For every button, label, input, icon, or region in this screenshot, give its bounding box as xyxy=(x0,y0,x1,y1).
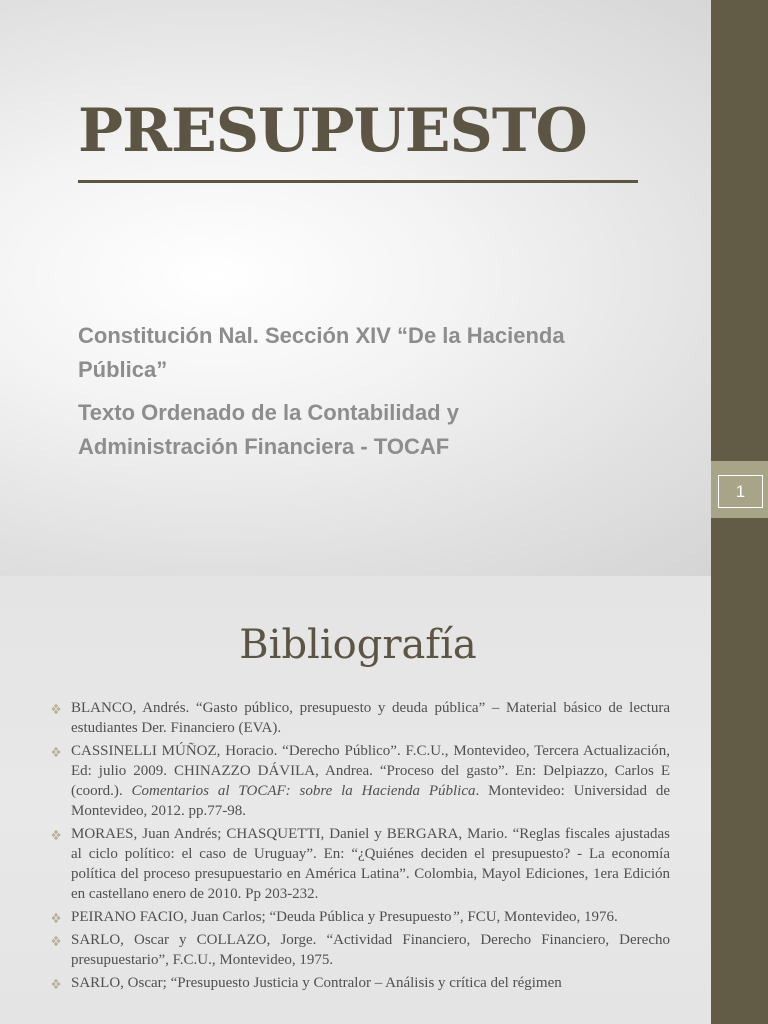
bibliography-entry-text: . Montevideo: Universidad de Montevideo, 2012. pp.77-98. xyxy=(71,783,670,819)
subtitle-tocaf: Texto Ordenado de la Contabilidad y Administración Financiera - TOCAF xyxy=(78,400,459,459)
bibliography-entry-text: MORAES, Juan Andrés; CHASQUETTI, Daniel y BERGARA, Mario. “Reglas fiscales ajustadas al ciclo político: el caso de Uruguay”. En: “¿Quiénes deciden el presupuesto? - La economía política del proceso presupuestario en América Latina”. Colombia, Mayol Ediciones, 1era Edición en castellano enero de 2010. Pp 203-232. xyxy=(71,826,670,902)
list-item xyxy=(52,824,670,904)
slide-number: 1 xyxy=(718,475,763,508)
bibliography-entry-text: SARLO, Oscar; “Presupuesto Justicia y Contralor – Análisis y crítica del régimen xyxy=(71,975,562,991)
bibliography-entry-italic: ” xyxy=(451,909,460,925)
list-item xyxy=(52,930,670,970)
bibliography-title: Bibliografía xyxy=(239,622,477,668)
bibliography-entry-text: PEIRANO FACIO, Juan Carlos; “Deuda Pública y Presupuesto xyxy=(71,909,452,925)
bibliography-entry-text: CASSINELLI MÚÑOZ, Horacio. “Derecho Público”. F.C.U., Montevideo, Tercera Actualización, Ed: julio 2009. CHINAZZO DÁVILA, Andrea. “Proceso del gasto”. En: Delpiazzo, Carlos E (coord.). xyxy=(71,743,670,799)
side-accent-bar xyxy=(711,576,768,1024)
list-item xyxy=(52,907,670,927)
diamond-bullet-icon xyxy=(52,830,62,840)
subtitle-constitucion: Constitución Nal. Sección XIV “De la Hacienda Pública” xyxy=(78,323,565,382)
slide-title: PRESUPUESTO xyxy=(78,96,587,166)
bibliography-entry-italic: Comentarios al TOCAF: sobre la Hacienda Pública xyxy=(131,783,476,799)
list-item xyxy=(52,698,670,738)
title-underline xyxy=(78,180,638,183)
bibliography-list xyxy=(52,698,670,996)
list-item xyxy=(52,973,670,993)
bibliography-entry-text: SARLO, Oscar y COLLAZO, Jorge. “Actividad Financiero, Derecho Financiero, Derecho presupuestario”, F.C.U., Montevideo, 1975. xyxy=(71,932,670,968)
diamond-bullet-icon xyxy=(52,704,62,714)
bibliography-entry-text: BLANCO, Andrés. “Gasto público, presupuesto y deuda pública” – Material básico de lectura estudiantes Der. Financiero (EVA). xyxy=(71,700,670,736)
diamond-bullet-icon xyxy=(52,979,62,989)
bibliography-entry-text: , FCU, Montevideo, 1976. xyxy=(459,909,618,925)
list-item xyxy=(52,741,670,821)
diamond-bullet-icon xyxy=(52,913,62,923)
bibliography-slide xyxy=(0,576,768,1024)
diamond-bullet-icon xyxy=(52,936,62,946)
diamond-bullet-icon xyxy=(52,747,62,757)
